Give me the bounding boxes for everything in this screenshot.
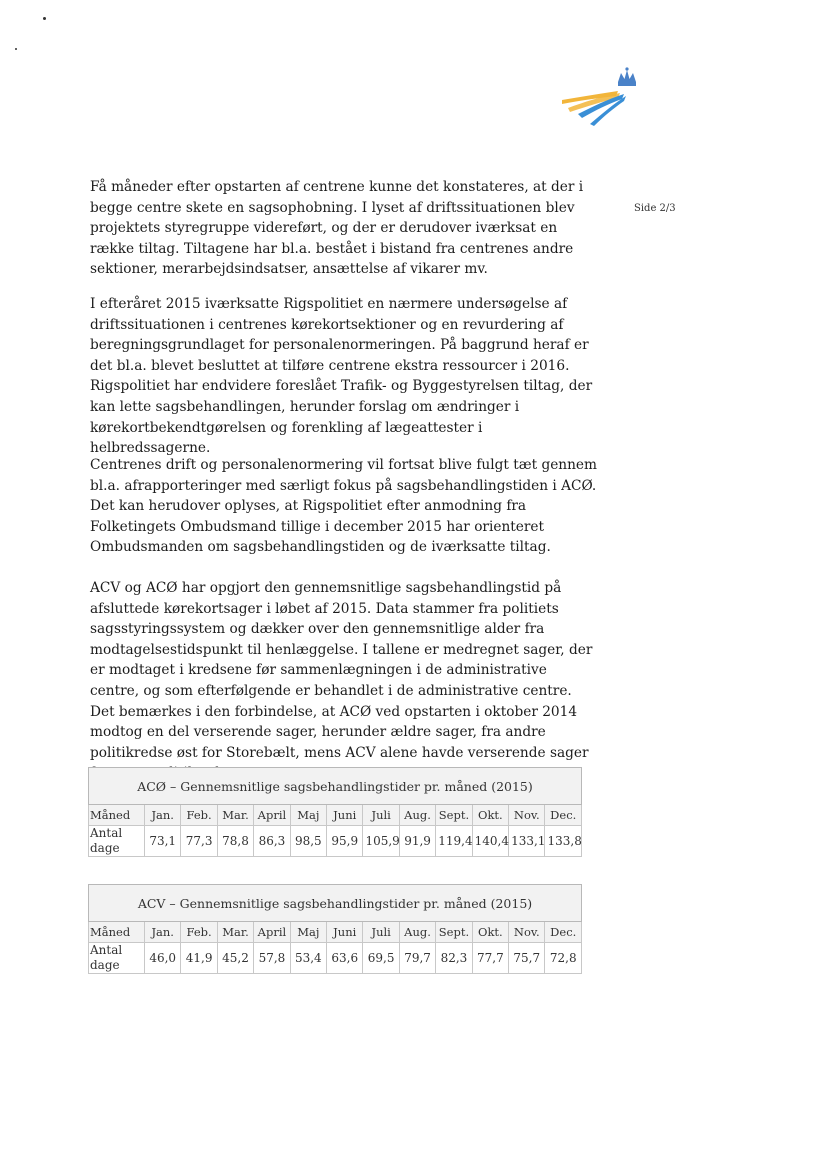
aco-processing-times-table (88, 767, 582, 857)
value-cell: 77,7 (472, 943, 508, 974)
month-header: Mar. (217, 805, 253, 826)
row-header: Antal dage (89, 826, 145, 857)
table-title: ACV – Gennemsnitlige sagsbehandlingstider pr. måned (2015) (89, 885, 582, 922)
value-cell: 105,9 (363, 826, 399, 857)
month-header: Aug. (399, 922, 435, 943)
row-header: Måned (89, 922, 145, 943)
table-row (89, 805, 582, 826)
value-cell: 95,9 (327, 826, 363, 857)
page-side-label: Side 2/3 (634, 203, 676, 214)
month-header: Feb. (181, 805, 217, 826)
month-header: Dec. (545, 922, 582, 943)
month-header: Aug. (399, 805, 435, 826)
row-header: Antal dage (89, 943, 145, 974)
value-cell: 82,3 (436, 943, 472, 974)
month-header: Maj (290, 805, 326, 826)
month-header: Nov. (509, 922, 545, 943)
month-header: Okt. (472, 922, 508, 943)
value-cell: 63,6 (327, 943, 363, 974)
body-paragraph: Centrenes drift og personalenormering vil fortsat blive fulgt tæt gennem bl.a. afrapporteringer med særligt fokus på sagsbehandlingstiden i ACØ. Det kan herudover oplyses, at Rigspolitiet efter anmodning fra Folketingets Ombudsmand tillige i december 2015 har orienteret Ombudsmanden om sagsbehandlingstiden og de iværksatte tiltag. (90, 457, 598, 556)
table-row (89, 826, 582, 857)
body-paragraph: I efteråret 2015 iværksatte Rigspolitiet en nærmere undersøgelse af driftssituationen i centrenes kørekortsektioner og en revurdering af beregningsgrundlaget for personalenormeringen. På baggrund heraf er det bl.a. blevet besluttet at tilføre centrene ekstra ressourcer i 2016. Rigspolitiet har endvidere foreslået Trafik- og Byggestyrelsen tiltag, der kan lette sagsbehandlingen, herunder forslag om ændringer i kørekortbekendtgørelsen og forenkling af lægeattester i helbredssagerne. (90, 296, 593, 457)
scan-speck (15, 48, 17, 50)
value-cell: 72,8 (545, 943, 582, 974)
month-header: Feb. (181, 922, 217, 943)
month-header: Juni (327, 922, 363, 943)
month-header: Juli (363, 805, 399, 826)
table-row (89, 922, 582, 943)
table-row (89, 943, 582, 974)
value-cell: 77,3 (181, 826, 217, 857)
month-header: April (254, 922, 290, 943)
value-cell: 69,5 (363, 943, 399, 974)
month-header: Juni (327, 805, 363, 826)
body-paragraph: ACV og ACØ har opgjort den gennemsnitlige sagsbehandlingstid på afsluttede kørekortsager i løbet af 2015. Data stammer fra politiets sagsstyringssystem og dækker over den gennemsnitlige alder fra modtagelsestidspunkt til henlæggelse. I tallene er medregnet sager, der er modtaget i kredsene før sammenlægningen i de administrative centre, og som efterfølgende er behandlet i de administrative centre. Det bemærkes i den forbindelse, at ACØ ved opstarten i oktober 2014 modtog en del verserende sager, herunder ældre sager, fra andre politikredse øst for Storebælt, mens ACV alene havde verserende sager (90, 580, 593, 761)
month-header: Mar. (217, 922, 253, 943)
row-header: Måned (89, 805, 145, 826)
value-cell: 73,1 (145, 826, 181, 857)
value-cell: 41,9 (181, 943, 217, 974)
month-header: April (254, 805, 290, 826)
value-cell: 78,8 (217, 826, 253, 857)
value-cell: 53,4 (290, 943, 326, 974)
month-header: Jan. (145, 922, 181, 943)
value-cell: 75,7 (509, 943, 545, 974)
value-cell: 45,2 (217, 943, 253, 974)
acv-processing-times-table (88, 884, 582, 974)
crown-icon (618, 67, 636, 86)
value-cell: 98,5 (290, 826, 326, 857)
table-title: ACØ – Gennemsnitlige sagsbehandlingstider pr. måned (2015) (89, 768, 582, 805)
month-header: Dec. (545, 805, 582, 826)
value-cell: 57,8 (254, 943, 290, 974)
police-logo (560, 66, 642, 130)
value-cell: 140,4 (472, 826, 508, 857)
value-cell: 91,9 (399, 826, 435, 857)
month-header: Maj (290, 922, 326, 943)
scan-speck (43, 17, 46, 20)
month-header: Juli (363, 922, 399, 943)
value-cell: 119,4 (436, 826, 472, 857)
value-cell: 133,1 (509, 826, 545, 857)
value-cell: 133,8 (545, 826, 582, 857)
month-header: Nov. (509, 805, 545, 826)
value-cell: 46,0 (145, 943, 181, 974)
value-cell: 79,7 (399, 943, 435, 974)
body-paragraph: Få måneder efter opstarten af centrene kunne det konstateres, at der i begge centre skete en sagsophobning. I lyset af driftssituationen blev projektets styregruppe videreført, og der er derudover iværksat en række tiltag. Tiltagene har bl.a. bestået i bistand fra centrenes andre sektioner, merarbejdsindsatser, ansættelse af vikarer mv. (90, 179, 584, 278)
month-header: Sept. (436, 922, 472, 943)
month-header: Okt. (472, 805, 508, 826)
month-header: Sept. (436, 805, 472, 826)
value-cell: 86,3 (254, 826, 290, 857)
month-header: Jan. (145, 805, 181, 826)
